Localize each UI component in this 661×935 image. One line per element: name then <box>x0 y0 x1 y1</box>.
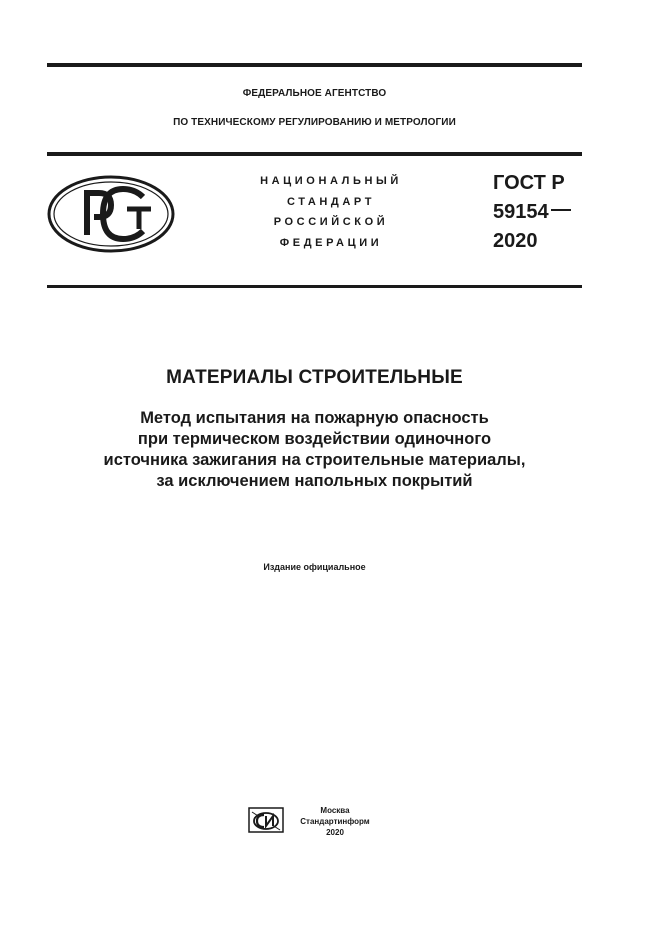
designation-year: 2020 <box>493 230 538 252</box>
subtitle-line: источника зажигания на строительные материалы, <box>103 451 526 469</box>
imprint <box>290 805 380 838</box>
imprint-city: Москва <box>320 806 350 815</box>
document-subtitle <box>47 408 582 492</box>
agency-line-1: ФЕДЕРАЛЬНОЕ АГЕНТСТВО <box>242 88 387 99</box>
designation-number: 59154 <box>493 201 549 223</box>
designation-dash <box>551 209 571 211</box>
standard-designation <box>493 169 571 256</box>
standard-type <box>226 171 436 253</box>
imprint-year: 2020 <box>326 828 344 837</box>
rst-certification-logo <box>47 175 175 253</box>
standartinform-logo <box>248 806 284 834</box>
edition-note: Издание официальное <box>263 562 366 572</box>
bottom-rule <box>47 285 582 288</box>
standard-type-line: РОССИЙСКОЙ <box>273 216 389 228</box>
top-rule <box>47 63 582 67</box>
agency-line-2: ПО ТЕХНИЧЕСКОМУ РЕГУЛИРОВАНИЮ И МЕТРОЛОГИИ <box>173 117 456 128</box>
standard-type-line: СТАНДАРТ <box>286 195 376 208</box>
middle-rule <box>47 152 582 156</box>
standard-type-line: ФЕДЕРАЦИИ <box>279 236 383 249</box>
document-title: МАТЕРИАЛЫ СТРОИТЕЛЬНЫЕ <box>166 367 463 388</box>
designation-prefix: ГОСТ Р <box>493 172 565 194</box>
imprint-publisher: Стандартинформ <box>300 817 370 826</box>
standard-type-line: НАЦИОНАЛЬНЫЙ <box>260 175 402 187</box>
subtitle-line: при термическом воздействии одиночного <box>137 430 492 448</box>
subtitle-line: Метод испытания на пожарную опасность <box>140 409 489 427</box>
subtitle-line: за исключением напольных покрытий <box>156 472 473 490</box>
